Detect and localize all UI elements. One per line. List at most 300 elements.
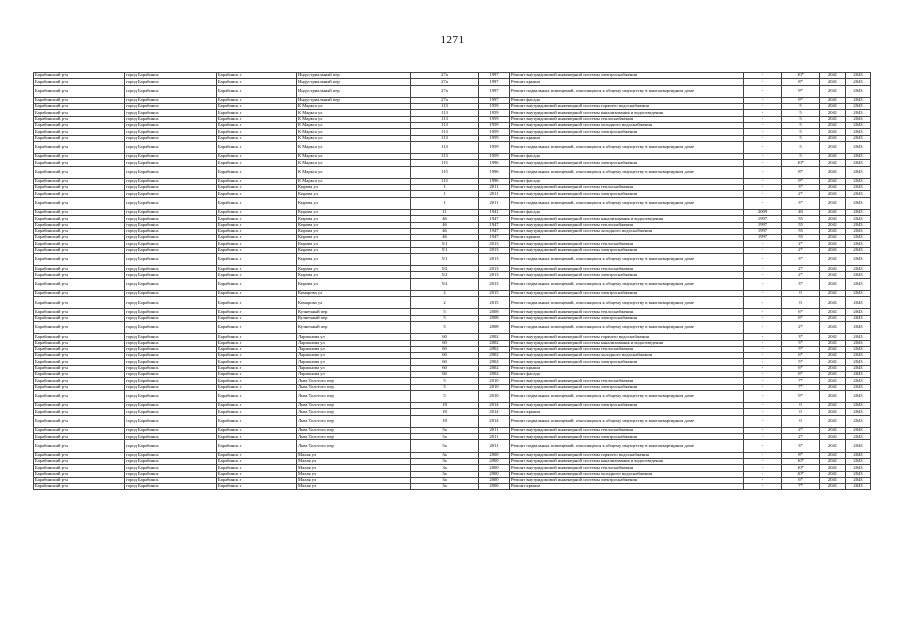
last-repair-year-cell: -: [744, 471, 782, 477]
plan-end-year-cell: 2043: [846, 116, 871, 122]
work-type-cell: Ремонт подвальных помещений, относящихся к общему имуществу в многоквартирном доме: [510, 415, 744, 427]
street-cell: К Маркса ул: [297, 178, 411, 184]
house-number-cell: 115: [411, 178, 479, 184]
town-cell: Барабинск г: [217, 122, 297, 128]
street-cell: Кирова ул: [297, 253, 411, 265]
build-year-cell: 2013: [479, 266, 510, 272]
last-repair-year-cell: -: [744, 185, 782, 191]
wear-percent-cell: 5: [782, 122, 820, 128]
plan-start-year-cell: 2041: [820, 122, 846, 128]
district-cell: Барабинский р-н: [34, 427, 125, 433]
build-year-cell: 2010: [479, 378, 510, 384]
town-cell: Барабинск г: [217, 247, 297, 253]
district-cell: Барабинский р-н: [34, 110, 125, 116]
district-cell: Барабинский р-н: [34, 235, 125, 241]
plan-end-year-cell: 2043: [846, 440, 871, 452]
build-year-cell: 1959: [479, 122, 510, 128]
table-row: [34, 297, 871, 309]
plan-end-year-cell: 2043: [846, 266, 871, 272]
build-year-cell: 2000: [479, 458, 510, 464]
last-repair-year-cell: -: [744, 272, 782, 278]
build-year-cell: 1997: [479, 97, 510, 103]
house-number-cell: 60: [411, 365, 479, 371]
town-cell: Барабинск г: [217, 452, 297, 458]
work-type-cell: Ремонт фасада: [510, 372, 744, 378]
house-number-cell: 60: [411, 334, 479, 340]
district-cell: Барабинский р-н: [34, 135, 125, 141]
settlement-cell: город Барабинск: [125, 116, 217, 122]
table-row: [34, 440, 871, 452]
plan-end-year-cell: 2043: [846, 73, 871, 79]
build-year-cell: 1997: [479, 73, 510, 79]
plan-end-year-cell: 2043: [846, 452, 871, 458]
build-year-cell: 1996: [479, 178, 510, 184]
work-type-cell: Ремонт подвальных помещений, относящихся к общему имуществу в многоквартирном доме: [510, 278, 744, 290]
district-cell: Барабинский р-н: [34, 309, 125, 315]
settlement-cell: город Барабинск: [125, 266, 217, 272]
street-cell: Ларионова ул: [297, 346, 411, 352]
plan-start-year-cell: 2041: [820, 141, 846, 153]
settlement-cell: город Барабинск: [125, 247, 217, 253]
district-cell: Барабинский р-н: [34, 415, 125, 427]
plan-end-year-cell: 2043: [846, 340, 871, 346]
table-row: [34, 197, 871, 209]
plan-end-year-cell: 2043: [846, 178, 871, 184]
plan-start-year-cell: 2041: [820, 116, 846, 122]
street-cell: Ларионова ул: [297, 372, 411, 378]
town-cell: Барабинск г: [217, 141, 297, 153]
plan-start-year-cell: 2041: [820, 154, 846, 160]
street-cell: К Маркса ул: [297, 122, 411, 128]
street-cell: Льва Толстого пер: [297, 378, 411, 384]
street-cell: Кирова ул: [297, 272, 411, 278]
plan-end-year-cell: 2043: [846, 222, 871, 228]
street-cell: К Маркса ул: [297, 160, 411, 166]
plan-start-year-cell: 2041: [820, 334, 846, 340]
plan-start-year-cell: 2041: [820, 365, 846, 371]
wear-percent-cell: 6*: [782, 365, 820, 371]
build-year-cell: 2013: [479, 247, 510, 253]
work-type-cell: Ремонт фасада: [510, 97, 744, 103]
street-cell: Кирова ул: [297, 197, 411, 209]
plan-start-year-cell: 2041: [820, 346, 846, 352]
district-cell: Барабинский р-н: [34, 79, 125, 85]
plan-end-year-cell: 2043: [846, 315, 871, 321]
settlement-cell: город Барабинск: [125, 141, 217, 153]
settlement-cell: город Барабинск: [125, 122, 217, 128]
wear-percent-cell: 3*: [782, 334, 820, 340]
settlement-cell: город Барабинск: [125, 346, 217, 352]
plan-start-year-cell: 2041: [820, 209, 846, 215]
district-cell: Барабинский р-н: [34, 477, 125, 483]
town-cell: Барабинск г: [217, 228, 297, 234]
settlement-cell: город Барабинск: [125, 378, 217, 384]
town-cell: Барабинск г: [217, 85, 297, 97]
build-year-cell: 2011: [479, 434, 510, 440]
build-year-cell: 1941: [479, 209, 510, 215]
last-repair-year-cell: -: [744, 154, 782, 160]
work-type-cell: Ремонт внутридомовой инженерной системы горячего водоснабжения: [510, 452, 744, 458]
wear-percent-cell: 2*: [782, 266, 820, 272]
plan-end-year-cell: 2043: [846, 253, 871, 265]
work-type-cell: Ремонт внутридомовой инженерной системы электроснабжения: [510, 160, 744, 166]
street-cell: Кирова ул: [297, 191, 411, 197]
wear-percent-cell: 5: [782, 116, 820, 122]
house-number-cell: 60: [411, 340, 479, 346]
street-cell: К Маркса ул: [297, 110, 411, 116]
street-cell: Кирова ул: [297, 185, 411, 191]
district-cell: Барабинский р-н: [34, 440, 125, 452]
wear-percent-cell: 10*: [782, 160, 820, 166]
settlement-cell: город Барабинск: [125, 253, 217, 265]
wear-percent-cell: 5: [782, 110, 820, 116]
house-number-cell: 5: [411, 322, 479, 334]
plan-start-year-cell: 2041: [820, 253, 846, 265]
house-number-cell: 115: [411, 166, 479, 178]
plan-start-year-cell: 2041: [820, 322, 846, 334]
build-year-cell: 1959: [479, 129, 510, 135]
district-cell: Барабинский р-н: [34, 247, 125, 253]
work-type-cell: Ремонт внутридомовой инженерной системы электроснабжения: [510, 247, 744, 253]
town-cell: Барабинск г: [217, 79, 297, 85]
house-number-cell: 27а: [411, 97, 479, 103]
wear-percent-cell: 2*: [782, 322, 820, 334]
house-number-cell: 18: [411, 415, 479, 427]
street-cell: Малая ул: [297, 465, 411, 471]
settlement-cell: город Барабинск: [125, 372, 217, 378]
last-repair-year-cell: -: [744, 141, 782, 153]
plan-start-year-cell: 2041: [820, 97, 846, 103]
plan-start-year-cell: 2041: [820, 228, 846, 234]
build-year-cell: 2000: [479, 452, 510, 458]
wear-percent-cell: 7*: [782, 384, 820, 390]
work-type-cell: Ремонт внутридомовой инженерной системы канализования и водоотведения: [510, 458, 744, 464]
work-type-cell: Ремонт внутридомовой инженерной системы электроснабжения: [510, 315, 744, 321]
plan-end-year-cell: 2043: [846, 359, 871, 365]
work-type-cell: Ремонт подвальных помещений, относящихся к общему имуществу в многоквартирном доме: [510, 440, 744, 452]
street-cell: Индустриальный пер: [297, 85, 411, 97]
town-cell: Барабинск г: [217, 309, 297, 315]
last-repair-year-cell: 2009: [744, 209, 782, 215]
last-repair-year-cell: -: [744, 340, 782, 346]
street-cell: Кирова ул: [297, 278, 411, 290]
plan-end-year-cell: 2043: [846, 465, 871, 471]
plan-end-year-cell: 2043: [846, 141, 871, 153]
street-cell: Малая ул: [297, 458, 411, 464]
wear-percent-cell: 5: [782, 129, 820, 135]
last-repair-year-cell: -: [744, 353, 782, 359]
plan-start-year-cell: 2041: [820, 309, 846, 315]
settlement-cell: город Барабинск: [125, 403, 217, 409]
work-type-cell: Ремонт подвальных помещений, относящихся к общему имуществу в многоквартирном доме: [510, 141, 744, 153]
build-year-cell: 2000: [479, 471, 510, 477]
town-cell: Барабинск г: [217, 353, 297, 359]
house-number-cell: 113: [411, 122, 479, 128]
district-cell: Барабинский р-н: [34, 278, 125, 290]
wear-percent-cell: 2*: [782, 434, 820, 440]
build-year-cell: 2000: [479, 484, 510, 490]
settlement-cell: город Барабинск: [125, 216, 217, 222]
street-cell: К Маркса ул: [297, 166, 411, 178]
last-repair-year-cell: -: [744, 334, 782, 340]
street-cell: Малая ул: [297, 477, 411, 483]
work-type-cell: Ремонт подвальных помещений, относящихся к общему имуществу в многоквартирном доме: [510, 85, 744, 97]
street-cell: Ларионова ул: [297, 340, 411, 346]
work-type-cell: Ремонт внутридомовой инженерной системы теплоснабжения: [510, 185, 744, 191]
wear-percent-cell: 5: [782, 135, 820, 141]
settlement-cell: город Барабинск: [125, 427, 217, 433]
district-cell: Барабинский р-н: [34, 209, 125, 215]
district-cell: Барабинский р-н: [34, 452, 125, 458]
wear-percent-cell: 2*: [782, 241, 820, 247]
town-cell: Барабинск г: [217, 160, 297, 166]
build-year-cell: 2011: [479, 427, 510, 433]
house-number-cell: 3а: [411, 458, 479, 464]
house-number-cell: 113: [411, 141, 479, 153]
district-cell: Барабинский р-н: [34, 334, 125, 340]
build-year-cell: 1947: [479, 222, 510, 228]
work-type-cell: Ремонт внутридомовой инженерной системы теплоснабжения: [510, 116, 744, 122]
house-number-cell: 60: [411, 346, 479, 352]
town-cell: Барабинск г: [217, 278, 297, 290]
district-cell: Барабинский р-н: [34, 241, 125, 247]
last-repair-year-cell: -: [744, 129, 782, 135]
last-repair-year-cell: -: [744, 79, 782, 85]
wear-percent-cell: 3*: [782, 197, 820, 209]
last-repair-year-cell: -: [744, 278, 782, 290]
table-row: [34, 484, 871, 490]
street-cell: К Маркса ул: [297, 116, 411, 122]
plan-end-year-cell: 2043: [846, 85, 871, 97]
settlement-cell: город Барабинск: [125, 297, 217, 309]
work-type-cell: Ремонт внутридомовой инженерной системы теплоснабжения: [510, 346, 744, 352]
table-body: [34, 73, 871, 490]
district-cell: Барабинский р-н: [34, 390, 125, 402]
build-year-cell: 1959: [479, 116, 510, 122]
house-number-cell: 113: [411, 154, 479, 160]
plan-end-year-cell: 2043: [846, 247, 871, 253]
town-cell: Барабинск г: [217, 266, 297, 272]
street-cell: Индустриальный пер: [297, 97, 411, 103]
district-cell: Барабинский р-н: [34, 315, 125, 321]
plan-start-year-cell: 2041: [820, 160, 846, 166]
district-cell: Барабинский р-н: [34, 434, 125, 440]
house-number-cell: 5: [411, 384, 479, 390]
work-type-cell: Ремонт подвальных помещений, относящихся к общему имуществу в многоквартирном доме: [510, 253, 744, 265]
town-cell: Барабинск г: [217, 458, 297, 464]
house-number-cell: 2: [411, 297, 479, 309]
street-cell: Малая ул: [297, 471, 411, 477]
house-number-cell: 3а: [411, 484, 479, 490]
plan-end-year-cell: 2043: [846, 160, 871, 166]
table-row: [34, 141, 871, 153]
street-cell: Ларионова ул: [297, 334, 411, 340]
settlement-cell: город Барабинск: [125, 484, 217, 490]
build-year-cell: 2008: [479, 315, 510, 321]
house-number-cell: 3а: [411, 465, 479, 471]
street-cell: Кирова ул: [297, 228, 411, 234]
wear-percent-cell: 0: [782, 297, 820, 309]
district-cell: Барабинский р-н: [34, 129, 125, 135]
last-repair-year-cell: -: [744, 477, 782, 483]
work-type-cell: Ремонт внутридомовой инженерной системы горячего водоснабжения: [510, 334, 744, 340]
house-number-cell: 27а: [411, 79, 479, 85]
house-number-cell: 113: [411, 110, 479, 116]
plan-end-year-cell: 2043: [846, 135, 871, 141]
plan-end-year-cell: 2043: [846, 353, 871, 359]
street-cell: Кузнечный пер: [297, 322, 411, 334]
build-year-cell: 2002: [479, 372, 510, 378]
plan-end-year-cell: 2043: [846, 334, 871, 340]
house-number-cell: 3а: [411, 452, 479, 458]
build-year-cell: 2002: [479, 359, 510, 365]
street-cell: Индустриальный пер: [297, 79, 411, 85]
house-number-cell: 1: [411, 197, 479, 209]
work-type-cell: Ремонт внутридомовой инженерной системы теплоснабжения: [510, 241, 744, 247]
district-cell: Барабинский р-н: [34, 122, 125, 128]
town-cell: Барабинск г: [217, 197, 297, 209]
house-number-cell: 1: [411, 185, 479, 191]
house-number-cell: 5: [411, 309, 479, 315]
district-cell: Барабинский р-н: [34, 266, 125, 272]
settlement-cell: город Барабинск: [125, 390, 217, 402]
plan-start-year-cell: 2041: [820, 458, 846, 464]
settlement-cell: город Барабинск: [125, 290, 217, 296]
house-number-cell: 46: [411, 222, 479, 228]
settlement-cell: город Барабинск: [125, 154, 217, 160]
house-number-cell: 5: [411, 390, 479, 402]
last-repair-year-cell: -: [744, 241, 782, 247]
street-cell: Льва Толстого пер: [297, 384, 411, 390]
town-cell: Барабинск г: [217, 272, 297, 278]
build-year-cell: 2013: [479, 272, 510, 278]
build-year-cell: 1959: [479, 135, 510, 141]
plan-start-year-cell: 2041: [820, 216, 846, 222]
last-repair-year-cell: -: [744, 247, 782, 253]
street-cell: Комарова ул: [297, 290, 411, 296]
plan-start-year-cell: 2041: [820, 185, 846, 191]
house-number-cell: 1: [411, 191, 479, 197]
district-cell: Барабинский р-н: [34, 290, 125, 296]
district-cell: Барабинский р-н: [34, 346, 125, 352]
plan-end-year-cell: 2043: [846, 384, 871, 390]
last-repair-year-cell: 1997: [744, 235, 782, 241]
house-number-cell: 3а: [411, 471, 479, 477]
wear-percent-cell: 0: [782, 409, 820, 415]
settlement-cell: город Барабинск: [125, 97, 217, 103]
last-repair-year-cell: -: [744, 122, 782, 128]
town-cell: Барабинск г: [217, 346, 297, 352]
house-number-cell: 113: [411, 116, 479, 122]
last-repair-year-cell: -: [744, 365, 782, 371]
last-repair-year-cell: -: [744, 346, 782, 352]
town-cell: Барабинск г: [217, 97, 297, 103]
build-year-cell: 1959: [479, 141, 510, 153]
settlement-cell: город Барабинск: [125, 110, 217, 116]
plan-end-year-cell: 2043: [846, 434, 871, 440]
table-row: [34, 415, 871, 427]
build-year-cell: 2002: [479, 353, 510, 359]
plan-end-year-cell: 2043: [846, 104, 871, 110]
build-year-cell: 2010: [479, 390, 510, 402]
plan-start-year-cell: 2041: [820, 104, 846, 110]
last-repair-year-cell: -: [744, 322, 782, 334]
town-cell: Барабинск г: [217, 322, 297, 334]
district-cell: Барабинский р-н: [34, 365, 125, 371]
house-number-cell: 46: [411, 235, 479, 241]
last-repair-year-cell: -: [744, 110, 782, 116]
settlement-cell: город Барабинск: [125, 471, 217, 477]
street-cell: К Маркса ул: [297, 141, 411, 153]
last-repair-year-cell: -: [744, 290, 782, 296]
wear-percent-cell: 8*: [782, 166, 820, 178]
wear-percent-cell: 8*: [782, 452, 820, 458]
district-cell: Барабинский р-н: [34, 228, 125, 234]
wear-percent-cell: 3*: [782, 253, 820, 265]
plan-end-year-cell: 2043: [846, 427, 871, 433]
settlement-cell: город Барабинск: [125, 209, 217, 215]
work-type-cell: Ремонт внутридомовой инженерной системы электроснабжения: [510, 73, 744, 79]
plan-start-year-cell: 2041: [820, 266, 846, 272]
house-number-cell: 18: [411, 403, 479, 409]
build-year-cell: 2002: [479, 346, 510, 352]
build-year-cell: 1959: [479, 104, 510, 110]
last-repair-year-cell: -: [744, 452, 782, 458]
plan-start-year-cell: 2041: [820, 427, 846, 433]
last-repair-year-cell: -: [744, 135, 782, 141]
house-number-cell: 46: [411, 228, 479, 234]
town-cell: Барабинск г: [217, 471, 297, 477]
plan-end-year-cell: 2043: [846, 297, 871, 309]
last-repair-year-cell: -: [744, 465, 782, 471]
town-cell: Барабинск г: [217, 477, 297, 483]
house-number-cell: 5/2: [411, 266, 479, 272]
plan-end-year-cell: 2043: [846, 403, 871, 409]
town-cell: Барабинск г: [217, 465, 297, 471]
street-cell: Малая ул: [297, 484, 411, 490]
work-type-cell: Ремонт крыши: [510, 135, 744, 141]
wear-percent-cell: 55: [782, 222, 820, 228]
wear-percent-cell: 0: [782, 290, 820, 296]
work-type-cell: Ремонт подвальных помещений, относящихся к общему имуществу в многоквартирном доме: [510, 322, 744, 334]
house-number-cell: 27а: [411, 85, 479, 97]
build-year-cell: 2015: [479, 290, 510, 296]
plan-start-year-cell: 2041: [820, 403, 846, 409]
work-type-cell: Ремонт внутридомовой инженерной системы электроснабжения: [510, 434, 744, 440]
plan-end-year-cell: 2043: [846, 209, 871, 215]
town-cell: Барабинск г: [217, 185, 297, 191]
work-type-cell: Ремонт подвальных помещений, относящихся к общему имуществу в многоквартирном доме: [510, 197, 744, 209]
wear-percent-cell: 5: [782, 141, 820, 153]
settlement-cell: город Барабинск: [125, 365, 217, 371]
build-year-cell: 1996: [479, 160, 510, 166]
last-repair-year-cell: 1997: [744, 216, 782, 222]
district-cell: Барабинский р-н: [34, 465, 125, 471]
build-year-cell: 1947: [479, 216, 510, 222]
town-cell: Барабинск г: [217, 290, 297, 296]
plan-start-year-cell: 2041: [820, 135, 846, 141]
plan-start-year-cell: 2041: [820, 235, 846, 241]
settlement-cell: город Барабинск: [125, 160, 217, 166]
plan-end-year-cell: 2043: [846, 309, 871, 315]
settlement-cell: город Барабинск: [125, 166, 217, 178]
build-year-cell: 2014: [479, 409, 510, 415]
plan-start-year-cell: 2041: [820, 247, 846, 253]
wear-percent-cell: 10*: [782, 458, 820, 464]
wear-percent-cell: 55: [782, 216, 820, 222]
district-cell: Барабинский р-н: [34, 471, 125, 477]
house-number-cell: 5/1: [411, 247, 479, 253]
